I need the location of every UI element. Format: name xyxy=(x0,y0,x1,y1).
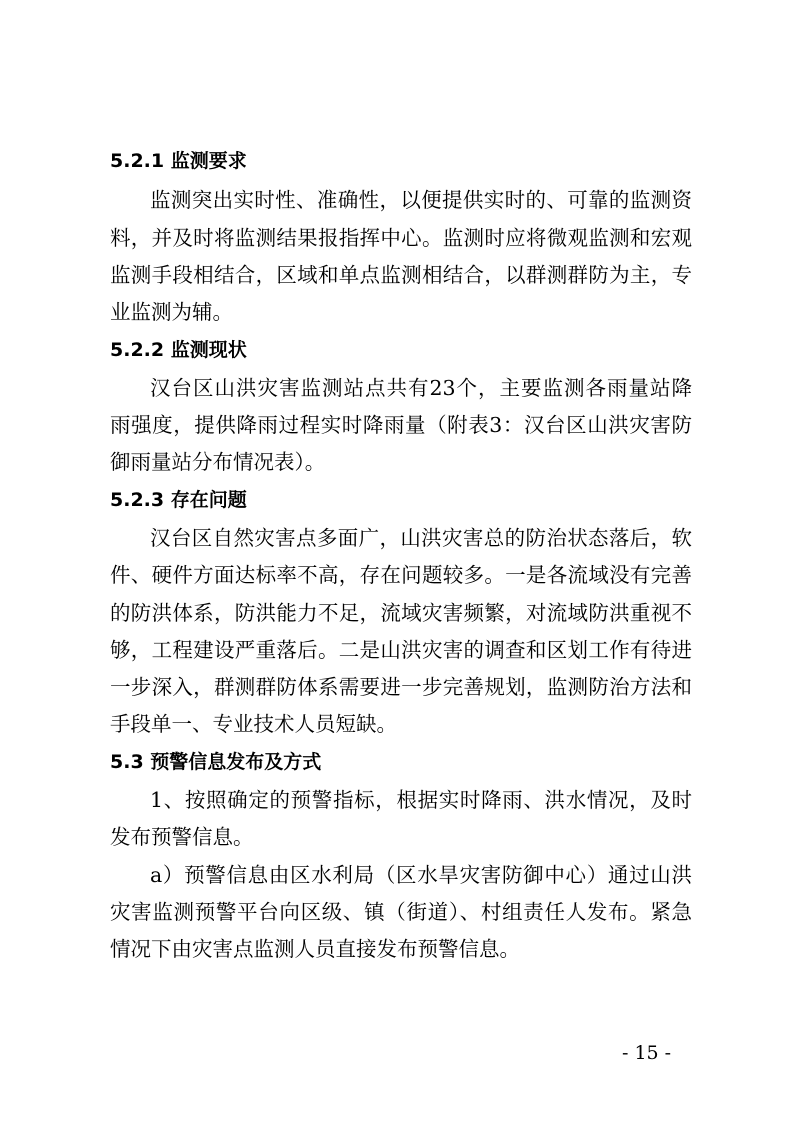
paragraph-line: 汉台区自然灾害点多面广，山洪灾害总的防治状态落后，软 xyxy=(150,526,692,550)
paragraph-line: 御雨量站分布情况表）。 xyxy=(110,450,326,474)
section-heading-5-2-3: 5.2.3 存在问题 xyxy=(110,489,247,511)
paragraph-line: 料，并及时将监测结果报指挥中心。监测时应将微观监测和宏观 xyxy=(110,226,692,250)
paragraph-line: 手段单一、专业技术人员短缺。 xyxy=(110,712,397,736)
paragraph-line: 的防洪体系，防洪能力不足，流域灾害频繁，对流域防洪重视不 xyxy=(110,601,692,625)
paragraph-line: 业监测为辅。 xyxy=(110,300,233,324)
paragraph-line: 情况下由灾害点监测人员直接发布预警信息。 xyxy=(110,937,520,961)
paragraph-line: 件、硬件方面达标率不高，存在问题较多。一是各流域没有完善 xyxy=(110,563,692,587)
page-number: - 15 - xyxy=(622,1042,672,1064)
paragraph-line: 1、按照确定的预警指标，根据实时降雨、洪水情况，及时 xyxy=(150,788,692,812)
section-heading-5-3: 5.3 预警信息发布及方式 xyxy=(110,751,322,773)
paragraph-line: 汉台区山洪灾害监测站点共有23个，主要监测各雨量站降 xyxy=(150,376,692,400)
paragraph-line: 监测手段相结合，区域和单点监测相结合，以群测群防为主，专 xyxy=(110,263,692,287)
paragraph-line: 够，工程建设严重落后。二是山洪灾害的调查和区划工作有待进 xyxy=(110,638,692,662)
paragraph-line: 一步深入，群测群防体系需要进一步完善规划，监测防治方法和 xyxy=(110,675,692,699)
paragraph-line: a）预警信息由区水利局（区水旱灾害防御中心）通过山洪 xyxy=(150,863,692,887)
section-heading-5-2-1: 5.2.1 监测要求 xyxy=(110,150,247,172)
paragraph-line: 雨强度，提供降雨过程实时降雨量（附表3：汉台区山洪灾害防 xyxy=(110,413,692,437)
paragraph-line: 灾害监测预警平台向区级、镇（街道）、村组责任人发布。紧急 xyxy=(110,900,692,924)
paragraph-line: 监测突出实时性、准确性，以便提供实时的、可靠的监测资 xyxy=(150,188,692,212)
paragraph-line: 发布预警信息。 xyxy=(110,825,254,849)
section-heading-5-2-2: 5.2.2 监测现状 xyxy=(110,339,247,361)
